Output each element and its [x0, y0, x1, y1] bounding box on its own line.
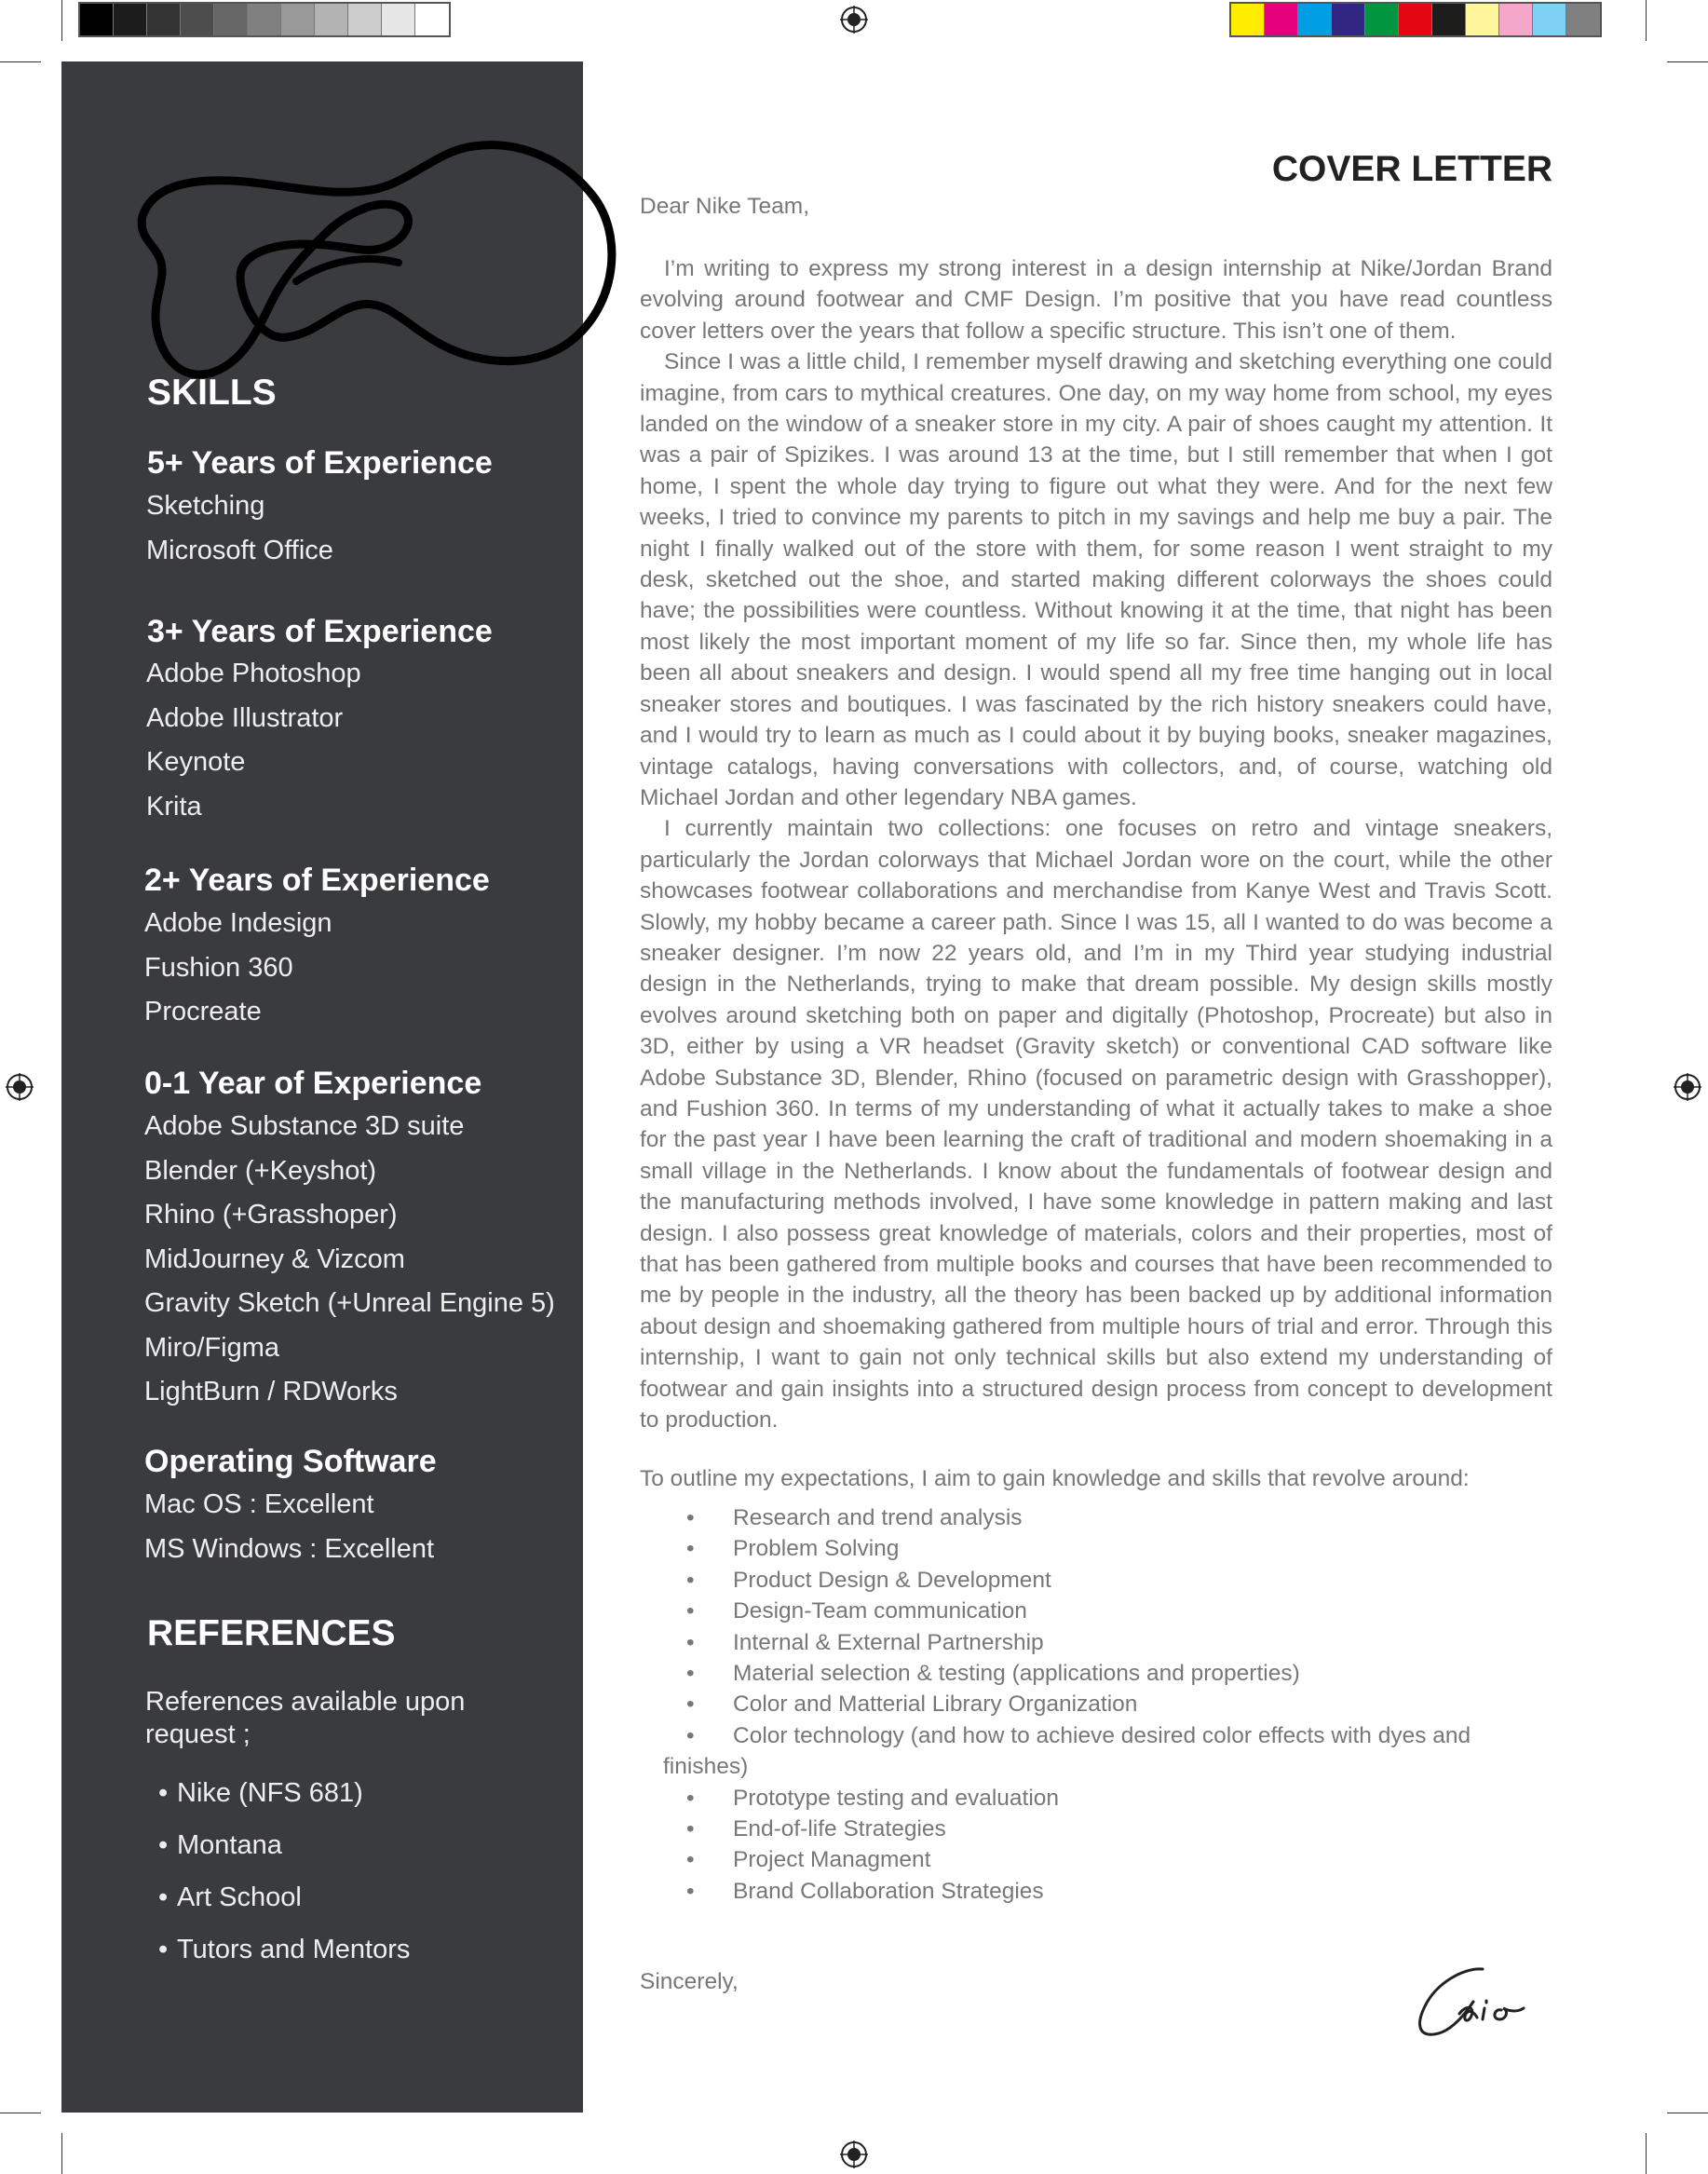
color-swatch — [181, 4, 214, 35]
skill-item: Adobe Indesign — [144, 908, 332, 938]
skill-group-title: 3+ Years of Experience — [147, 614, 493, 649]
skill-item: Fushion 360 — [144, 952, 293, 983]
color-swatch — [1499, 4, 1533, 35]
skill-item: MidJourney & Vizcom — [144, 1243, 405, 1274]
skill-item: Adobe Illustrator — [146, 702, 344, 733]
process-color-bar — [1229, 2, 1602, 37]
skill-item: Mac OS : Excellent — [144, 1489, 374, 1519]
list-item: • Color and Matterial Library Organization — [686, 1692, 1138, 1718]
list-item: • Product Design & Development — [686, 1567, 1051, 1593]
skill-item: Miro/Figma — [144, 1332, 280, 1363]
skill-group-title: 2+ Years of Experience — [144, 863, 490, 898]
color-swatch — [1298, 4, 1332, 35]
registration-mark-icon — [840, 2140, 868, 2168]
color-swatch — [147, 4, 181, 35]
list-item: • Research and trend analysis — [686, 1505, 1023, 1530]
registration-mark-icon — [840, 6, 868, 34]
references-list — [158, 1777, 410, 1986]
skill-item: Microsoft Office — [146, 535, 333, 565]
skill-list — [144, 1488, 434, 1577]
color-swatch — [1533, 4, 1566, 35]
color-swatch — [1265, 4, 1298, 35]
list-item: • Material selection & testing (applications and properties) — [686, 1661, 1300, 1687]
color-swatch — [415, 4, 449, 35]
crop-mark — [1667, 61, 1708, 62]
color-swatch — [315, 4, 348, 35]
sidebar — [61, 61, 583, 2113]
crop-mark — [1646, 2133, 1647, 2174]
letter-paragraph: I’m writing to express my strong interest in a design internship at Nike/Jordan Brand evolving around footwear and CMF Design. I’m positive that you have read countless cover letters over the years that follow a specific structure. This isn’t one of them. — [640, 256, 1552, 344]
skill-item: Gravity Sketch (+Unreal Engine 5) — [144, 1288, 555, 1318]
color-swatch — [281, 4, 315, 35]
skill-item: Sketching — [146, 491, 265, 521]
expectations-list — [663, 1502, 1557, 1907]
letter-body — [640, 253, 1552, 1435]
color-swatch — [80, 4, 114, 35]
reference-item: • Tutors and Mentors — [158, 1935, 411, 1964]
color-swatch — [114, 4, 147, 35]
skill-item: Krita — [146, 791, 202, 822]
color-swatch — [1365, 4, 1399, 35]
references-text: References available upon request ; — [145, 1687, 466, 1749]
letter-paragraph: I currently maintain two collections: one focuses on retro and vintage sneakers, particularly the Jordan colorways that Michael Jordan wore on the court, while the other showcases footwear collaborations and merchandise from Kanye West and Travis Scott. Slowly, my hobby became a career path. Since I was 15, all I wanted to do was become a sneaker designer. I’m now 22 years old, and I’m in my Third year studying industrial design in the Netherlands, trying to make that dream possible. My design skills mostly evolves around sketching both on paper and digitally (Photoshop, Procreate) but also in 3D, either by using a VR headset (Gravity sketch) or conventional CAD software like Adobe Substance 3D, Blender, Rhino (focused on parametric design with Grasshopper), and Fushion 360. In terms of my understanding of what it actually takes to make a shoe for the past year I have been learning the craft of traditional and modern shoemaking in a small village in the Netherlands. I know about the fundamentals of footwear design and the manufacturing methods involved, I have some knowledge in pattern making and last design. I also possess great knowledge of materials, colors and their properties, most of that has been gathered from multiple books and courses that have been recommended to me by people in the industry, all the theory has been backed up by additional information about design and shoemaking gathered from multiple hours of trial and error. Through this internship, I want to gain not only technical skills but also extend my understanding of footwear and gain insights into a structured design process from concept to development to production. — [640, 816, 1552, 1433]
skill-item: Blender (+Keyshot) — [144, 1155, 377, 1186]
skill-group-title: Operating Software — [144, 1444, 437, 1479]
list-item: • Internal & External Partnership — [686, 1629, 1044, 1655]
skill-group-title: 5+ Years of Experience — [147, 445, 493, 481]
grayscale-color-bar — [78, 2, 451, 37]
references-heading: REFERENCES — [147, 1613, 396, 1653]
reference-item: • Art School — [158, 1882, 302, 1912]
crop-mark — [1646, 0, 1647, 41]
skill-list — [146, 490, 333, 578]
reference-item: • Montana — [158, 1830, 282, 1860]
page-title: COVER LETTER — [1271, 149, 1552, 189]
skill-list — [146, 658, 361, 835]
letter-paragraph: Since I was a little child, I remember myself drawing and sketching everything one could imagine, from cars to mythical creatures. One day, on my way home from school, my eyes landed on the window of a sneaker store in my city. A pair of shoes caught my attention. It was a pair of Spizikes. I was around 13 at the time, but I still remember that when I got home, I spent the whole day trying to figure out what they were. And for the next few weeks, I tried to convince my parents to pitch in my savings and help me buy a pair. The night I finally walked out of the store with them, for some reason I went straight to my desk, sketched out the shoe, and started making different colorways the shoes could have; the possibilities were countless. Without knowing it at the time, that night has been most likely the most important moment of my life so far. Since then, my whole life has been all about sneakers and design. I would spend all my free time hanging out in local sneaker stores and boutiques. I was fascinated by the rich history sneakers could have, and I would try to learn as much as I could about it by buying books, sneaker magazines, vintage catalogs, having conversations with collectors, and, of course, watching old Michael Jordan and other legendary NBA games. — [640, 349, 1552, 810]
skill-group-title: 0-1 Year of Experience — [144, 1066, 482, 1101]
skill-item: Keynote — [146, 747, 246, 777]
skill-item: Adobe Substance 3D suite — [144, 1111, 465, 1141]
color-swatch — [348, 4, 382, 35]
skill-list — [144, 907, 332, 1040]
closing: Sincerely, — [640, 1969, 739, 1994]
color-swatch — [214, 4, 248, 35]
salutation: Dear Nike Team, — [640, 194, 810, 219]
crop-mark — [0, 61, 41, 62]
color-swatch — [382, 4, 415, 35]
color-swatch — [1231, 4, 1265, 35]
list-item: • End-of-life Strategies — [686, 1816, 946, 1842]
handwritten-signature-icon — [1408, 1960, 1539, 2044]
skill-item: LightBurn / RDWorks — [144, 1377, 398, 1406]
skills-heading: SKILLS — [147, 373, 277, 413]
skill-item: MS Windows : Excellent — [144, 1533, 435, 1564]
crop-mark — [61, 2133, 62, 2174]
skill-item: Procreate — [144, 997, 262, 1026]
list-item: • Brand Collaboration Strategies — [686, 1878, 1044, 1904]
list-item: • Design-Team communication — [686, 1598, 1027, 1624]
reference-item: • Nike (NFS 681) — [158, 1778, 363, 1808]
skill-list — [144, 1110, 555, 1420]
list-item: • Problem Solving — [686, 1536, 900, 1562]
registration-mark-icon — [1674, 1073, 1701, 1101]
expectations-intro: To outline my expectations, I aim to gain knowledge and skills that revolve around: — [640, 1466, 1470, 1491]
registration-mark-icon — [6, 1073, 34, 1101]
color-swatch — [1566, 4, 1600, 35]
color-swatch — [1432, 4, 1466, 35]
color-swatch — [1399, 4, 1432, 35]
list-item: • Project Managment — [686, 1847, 931, 1873]
list-item: • Color technology (and how to achieve desired color effects with dyes and finishes) — [663, 1722, 1471, 1780]
color-swatch — [1466, 4, 1499, 35]
skill-item: Adobe Photoshop — [146, 659, 361, 688]
color-swatch — [1332, 4, 1365, 35]
skill-item: Rhino (+Grasshoper) — [144, 1200, 398, 1230]
crop-mark — [61, 0, 62, 41]
hand-drawn-logo-icon — [129, 114, 631, 393]
color-swatch — [248, 4, 281, 35]
list-item: • Prototype testing and evaluation — [686, 1785, 1060, 1811]
